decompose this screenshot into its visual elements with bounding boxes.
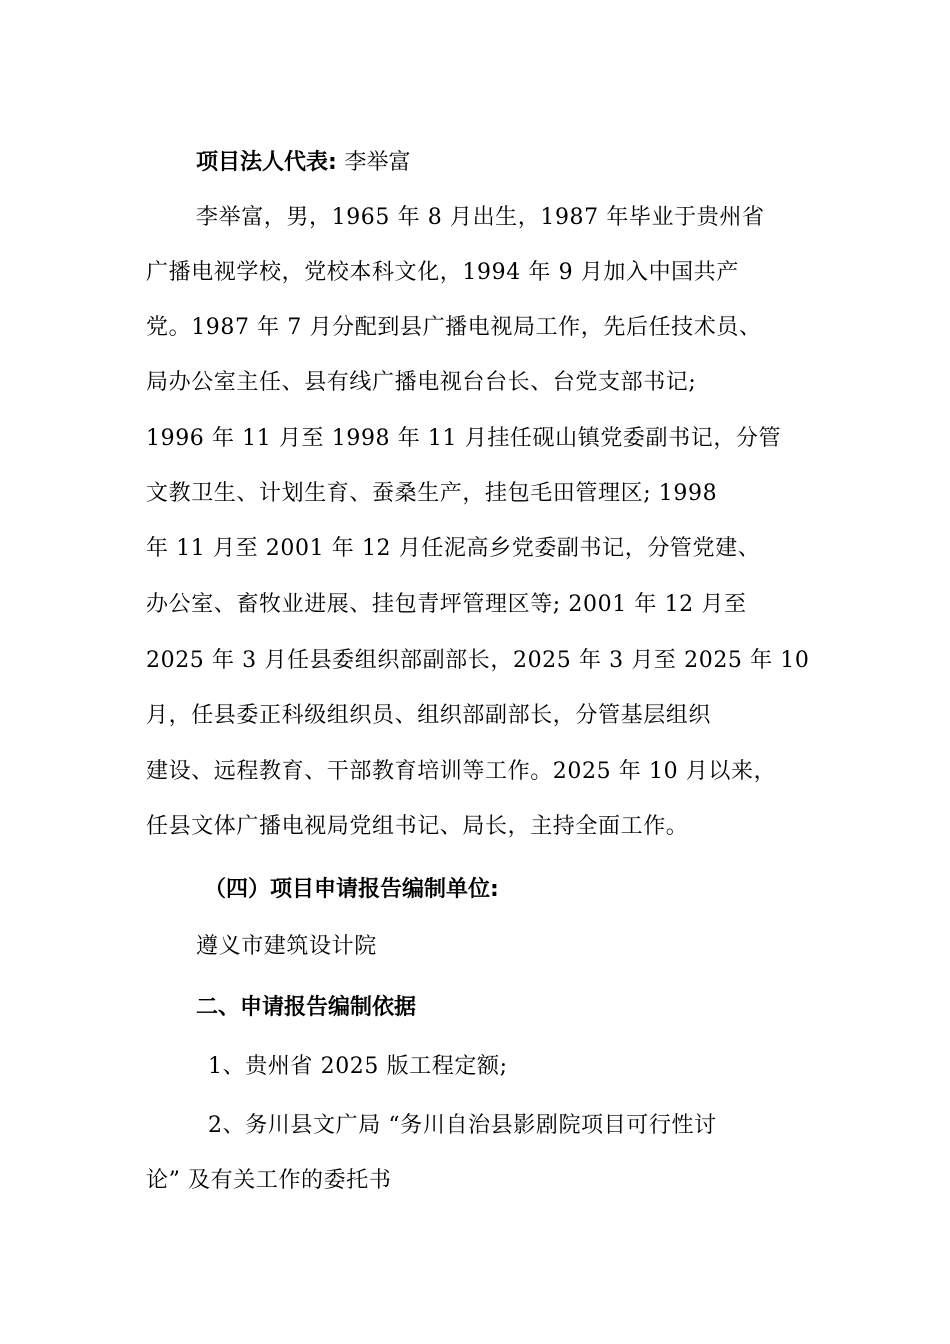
bio-line: 1996 年 11 月至 1998 年 11 月挂任砚山镇党委副书记，分管 (146, 426, 782, 451)
representative-label: 项目法人代表: (196, 150, 337, 175)
bio-line: 办公室、畜牧业进展、挂包青坪管理区等; 2001 年 12 月至 (146, 592, 747, 617)
representative-heading (196, 148, 411, 178)
bio-line: 2025 年 3 月任县委组织部副部长，2025 年 3 月至 2025 年 10 (146, 648, 810, 673)
section-two-heading: 二、申请报告编制依据 (196, 995, 417, 1020)
bio-line: 任县文体广播电视局党组书记、局长，主持全面工作。 (146, 814, 689, 839)
basis-item: 论” 及有关工作的委托书 (146, 1168, 392, 1193)
basis-item: 1、贵州省 2025 版工程定额; (208, 1054, 508, 1079)
bio-line: 广播电视学校，党校本科文化，1994 年 9 月加入中国共产 (146, 260, 739, 285)
bio-line: 李举富，男，1965 年 8 月出生，1987 年毕业于贵州省 (196, 205, 765, 230)
bio-line: 月，任县委正科级组织员、组织部副部长，分管基层组织 (146, 703, 712, 728)
bio-line: 党。1987 年 7 月分配到县广播电视局工作，先后任技术员、 (146, 315, 762, 340)
bio-line: 年 11 月至 2001 年 12 月任泥高乡党委副书记，分管党建、 (146, 536, 761, 561)
bio-line: 局办公室主任、县有线广播电视台台长、台党支部书记; (146, 370, 697, 395)
bio-line: 文教卫生、计划生育、蚕桑生产，挂包毛田管理区; 1998 (146, 481, 718, 506)
bio-line: 建设、远程教育、干部教育培训等工作。2025 年 10 月以来， (146, 759, 777, 784)
representative-name: 李举富 (344, 150, 411, 175)
section-four-heading: （四）项目申请报告编制单位: (204, 877, 499, 902)
compiling-unit: 遵义市建筑设计院 (196, 934, 377, 959)
basis-item: 2、务川县文广局 “务川自治县影剧院项目可行性讨 (208, 1113, 717, 1138)
